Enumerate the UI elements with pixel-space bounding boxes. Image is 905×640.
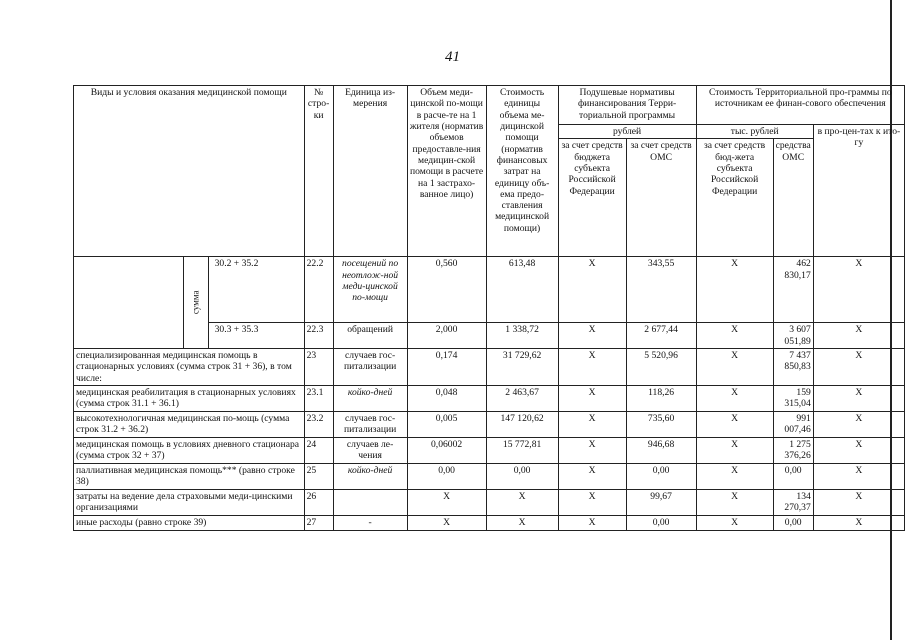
row-no: 24 [304, 437, 333, 463]
row-percent: Х [813, 348, 904, 385]
table-row [74, 463, 905, 489]
row-percent: Х [813, 515, 904, 530]
row-name: специализированная медицинская помощь в стационарных условиях (сумма строк 31 + 36), в том числе: [74, 348, 305, 385]
table-row [74, 515, 905, 530]
header-cost: Стоимость единицы объема ме-дицинской помощи (норматив финансовых затрат на единицу объ-ема предо-ставления медицинской помощи) [486, 86, 558, 257]
row-percent: Х [813, 385, 904, 411]
row-norm-oms: 735,60 [626, 411, 696, 437]
row-cost-oms: 0,00 [773, 515, 813, 530]
row-norm-budget: Х [558, 411, 626, 437]
row-volume: 0,005 [407, 411, 486, 437]
row-name: медицинская реабилитация в стационарных условиях (сумма строк 31.1 + 36.1) [74, 385, 305, 411]
header-norm-oms: за счет средств ОМС [626, 139, 696, 257]
row-no: 25 [304, 463, 333, 489]
row-percent: Х [813, 411, 904, 437]
row-norm-oms: 946,68 [626, 437, 696, 463]
row-cost-oms: 159 315,04 [773, 385, 813, 411]
row-no: 23.1 [304, 385, 333, 411]
row-norm-oms: 2 677,44 [626, 323, 696, 349]
row-percent: Х [813, 257, 904, 323]
row-percent: Х [813, 463, 904, 489]
row-volume: Х [407, 489, 486, 515]
financing-table [73, 85, 905, 531]
row-no: 23.2 [304, 411, 333, 437]
table-row [74, 385, 905, 411]
header-volume: Объем меди-цинской по-мощи в расче-те на 1 жителя (норматив объемов предоставле-ния медицин-ской помощи в расчете на 1 застрахо-ванное лицо) [407, 86, 486, 257]
row-volume: 0,06002 [407, 437, 486, 463]
row-unit: случаев гос-питализации [333, 348, 407, 385]
row-unit: случаев гос-питализации [333, 411, 407, 437]
row-no: 22.2 [304, 257, 333, 323]
row-name: паллиативная медицинская помощь*** (равно строке 38) [74, 463, 305, 489]
row-name: медицинская помощь в условиях дневного стационара (сумма строк 32 + 37) [74, 437, 305, 463]
row-norm-oms: 343,55 [626, 257, 696, 323]
header-cost-budget: за счет средств бюд-жета субъекта Российской Федерации [696, 139, 773, 257]
row-cost-budget: Х [696, 463, 773, 489]
header-unit: Единица из-мерения [333, 86, 407, 257]
row-volume: Х [407, 515, 486, 530]
empty-cell [74, 323, 184, 349]
table-row [74, 437, 905, 463]
row-volume: 2,000 [407, 323, 486, 349]
row-cost: 1 338,72 [486, 323, 558, 349]
row-cost-budget: Х [696, 385, 773, 411]
row-no: 22.3 [304, 323, 333, 349]
header-kind: Виды и условия оказания медицинской помощи [74, 86, 305, 257]
row-cost-budget: Х [696, 348, 773, 385]
header-cost-group: Стоимость Территориальной про-граммы по источникам ее финан-сового обеспечения [696, 86, 904, 125]
row-norm-oms: 99,67 [626, 489, 696, 515]
header-cost-unit: тыс. рублей [696, 125, 813, 139]
row-volume: 0,560 [407, 257, 486, 323]
header-norms-unit: рублей [558, 125, 696, 139]
row-cost-budget: Х [696, 323, 773, 349]
row-norm-oms: 5 520,96 [626, 348, 696, 385]
row-cost: Х [486, 515, 558, 530]
row-norm-budget: Х [558, 323, 626, 349]
table-row [74, 489, 905, 515]
row-cost-oms: 3 607 051,89 [773, 323, 813, 349]
row-cost: 15 772,81 [486, 437, 558, 463]
row-cost-oms: 991 007,46 [773, 411, 813, 437]
row-percent: Х [813, 437, 904, 463]
row-percent: Х [813, 489, 904, 515]
row-no: 23 [304, 348, 333, 385]
table-row [74, 348, 905, 385]
header-norms-group: Подушевые нормативы финансирования Терри-ториальной программы [558, 86, 696, 125]
row-norm-budget: Х [558, 489, 626, 515]
row-cost: 31 729,62 [486, 348, 558, 385]
row-cost: 613,48 [486, 257, 558, 323]
row-percent: Х [813, 323, 904, 349]
page-number: 41 [445, 49, 460, 65]
row-norm-budget: Х [558, 348, 626, 385]
row-norm-oms: 0,00 [626, 515, 696, 530]
row-unit: обращений [333, 323, 407, 349]
table-row [74, 257, 905, 323]
row-name: высокотехнологичная медицинская по-мощь (сумма строк 31.2 + 36.2) [74, 411, 305, 437]
header-cost-oms: средства ОМС [773, 139, 813, 257]
row-norm-budget: Х [558, 385, 626, 411]
row-no: 27 [304, 515, 333, 530]
row-unit: посещений по неотлож-ной меди-цинской по-мощи [333, 257, 407, 323]
row-cost: Х [486, 489, 558, 515]
row-norm-budget: Х [558, 463, 626, 489]
row-no: 26 [304, 489, 333, 515]
header-row-no: № стро-ки [304, 86, 333, 257]
row-norm-budget: Х [558, 257, 626, 323]
row-cost-oms: 1 275 376,26 [773, 437, 813, 463]
row-cost: 147 120,62 [486, 411, 558, 437]
row-name: иные расходы (равно строке 39) [74, 515, 305, 530]
header-norm-budget: за счет средств бюджета субъекта Российской Федерации [558, 139, 626, 257]
row-cost: 0,00 [486, 463, 558, 489]
row-cost-oms: 134 270,37 [773, 489, 813, 515]
row-unit [333, 489, 407, 515]
row-unit: - [333, 515, 407, 530]
empty-cell [74, 257, 184, 323]
header-row-1 [74, 86, 905, 125]
table-row [74, 411, 905, 437]
row-cost-oms: 7 437 850,83 [773, 348, 813, 385]
row-norm-budget: Х [558, 515, 626, 530]
row-volume: 0,048 [407, 385, 486, 411]
row-norm-oms: 0,00 [626, 463, 696, 489]
row-cost-oms: 0,00 [773, 463, 813, 489]
row-cost-budget: Х [696, 515, 773, 530]
row-name: затраты на ведение дела страховыми меди-цинскими организациями [74, 489, 305, 515]
row-norm-oms: 118,26 [626, 385, 696, 411]
row-name: 30.3 + 35.3 [208, 323, 304, 349]
row-cost-budget: Х [696, 437, 773, 463]
row-cost: 2 463,67 [486, 385, 558, 411]
row-volume: 0,174 [407, 348, 486, 385]
sum-label: сумма [184, 257, 209, 349]
row-name: 30.2 + 35.2 [208, 257, 304, 323]
row-unit: койко-дней [333, 385, 407, 411]
row-unit: случаев ле-чения [333, 437, 407, 463]
row-cost-budget: Х [696, 489, 773, 515]
header-percent: в про-цен-тах к ито-гу [813, 125, 904, 257]
row-cost-budget: Х [696, 411, 773, 437]
row-volume: 0,00 [407, 463, 486, 489]
row-unit: койко-дней [333, 463, 407, 489]
row-norm-budget: Х [558, 437, 626, 463]
row-cost-oms: 462 830,17 [773, 257, 813, 323]
row-cost-budget: Х [696, 257, 773, 323]
